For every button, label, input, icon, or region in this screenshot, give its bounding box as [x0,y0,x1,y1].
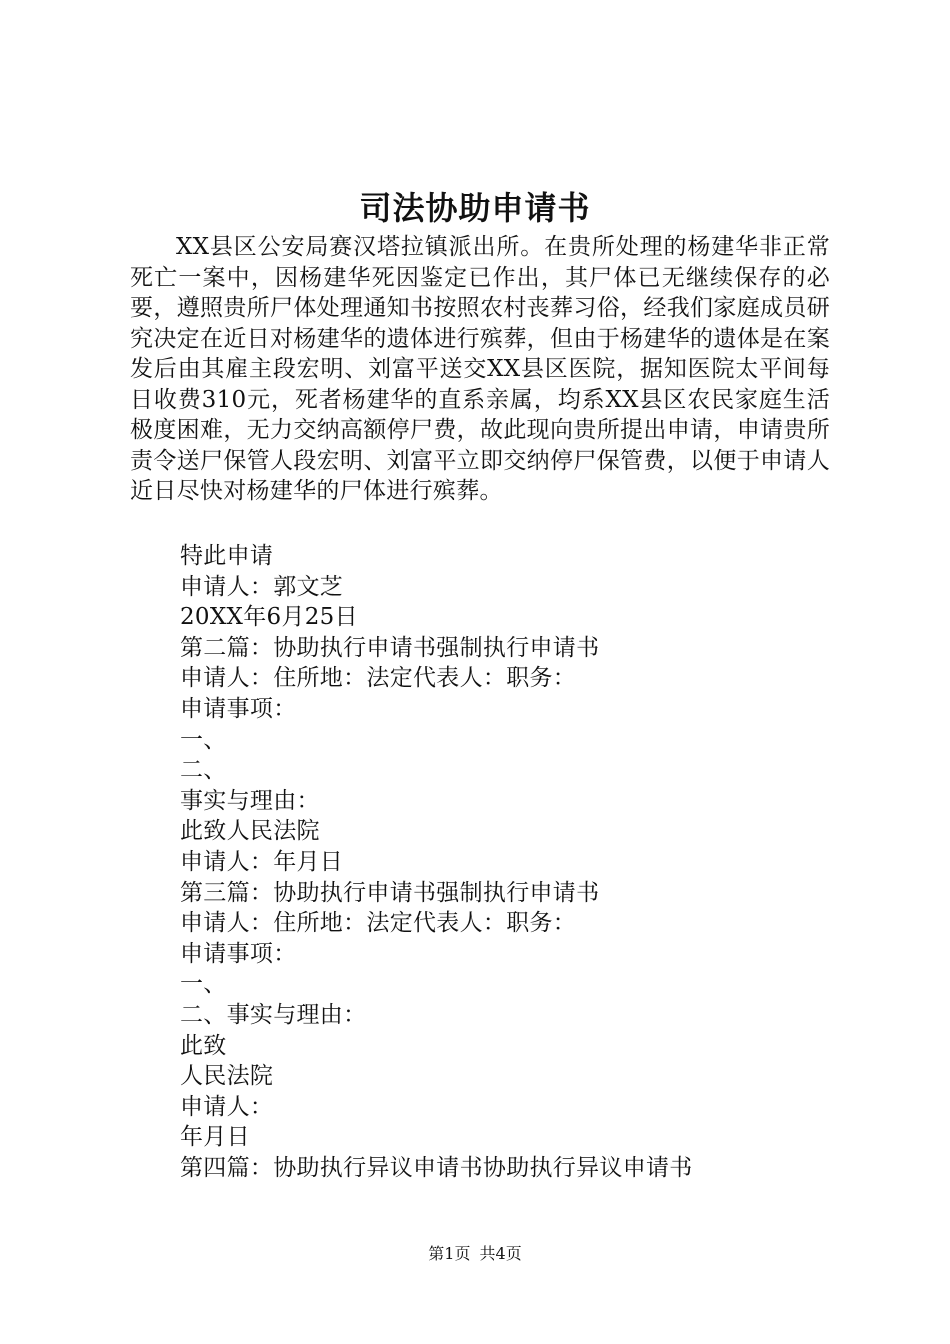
text-line: 此致人民法院 [180,818,320,845]
text-line: 申请人：住所地：法定代表人：职务： [180,910,577,937]
text-line: 申请人：郭文芝 [180,573,344,600]
text-line: 人民法院 [180,1063,274,1090]
text-line: 申请人：住所地：法定代表人：职务： [180,665,577,692]
page-footer [0,1243,950,1265]
text-line: 特此申请 [180,543,274,569]
page-number: 第1页 [428,1244,471,1263]
text-line: 申请人： [180,1093,274,1120]
text-line: 第三篇：协助执行申请书强制执行申请书 [180,879,600,906]
text-line: 此致 [180,1032,227,1059]
text-line: 第四篇：协助执行异议申请书协助执行异议申请书 [180,1154,693,1181]
text-line: 事实与理由： [180,787,320,814]
body-paragraph: XX县区公安局赛汉塔拉镇派出所。在贵所处理的杨建华非正常死亡一案中，因杨建华死因鉴定已作出，其尸体已无继续保存的必要，遵照贵所尸体处理通知书按照农村丧葬习俗，经我们家庭成员研究决定在近日对杨建华的遗体进行殡葬，但由于杨建华的遗体是在案发后由其雇主段宏明、刘富平送交XX县区医院，据知医院太平间每日收费310元，死者杨建华的直系亲属，均系XX县区农民家庭生活极度困难，无力交纳高额停尸费，故此现向贵所提出申请，申请贵所责令送尸保管人段宏明、刘富平立即交纳停尸保管费，以便于申请人近日尽快对杨建华的尸体进行殡葬。 [130,234,830,504]
text-line: 一、 [180,726,227,753]
text-line: 申请人：年月日 [180,848,344,875]
text-line: 一、 [180,971,227,998]
text-line: 二、事实与理由： [180,1001,367,1028]
text-line: 年月日 [180,1124,250,1151]
document-title: 司法协助申请书 [359,189,591,227]
text-line: 申请事项： [180,940,297,967]
text-line: 第二篇：协助执行申请书强制执行申请书 [180,634,600,661]
text-line: 二、 [180,757,227,784]
page-total: 共4页 [479,1244,522,1263]
text-line: 申请事项： [180,695,297,722]
document-lines [180,541,840,1183]
text-line: 20XX年6月25日 [180,604,358,631]
